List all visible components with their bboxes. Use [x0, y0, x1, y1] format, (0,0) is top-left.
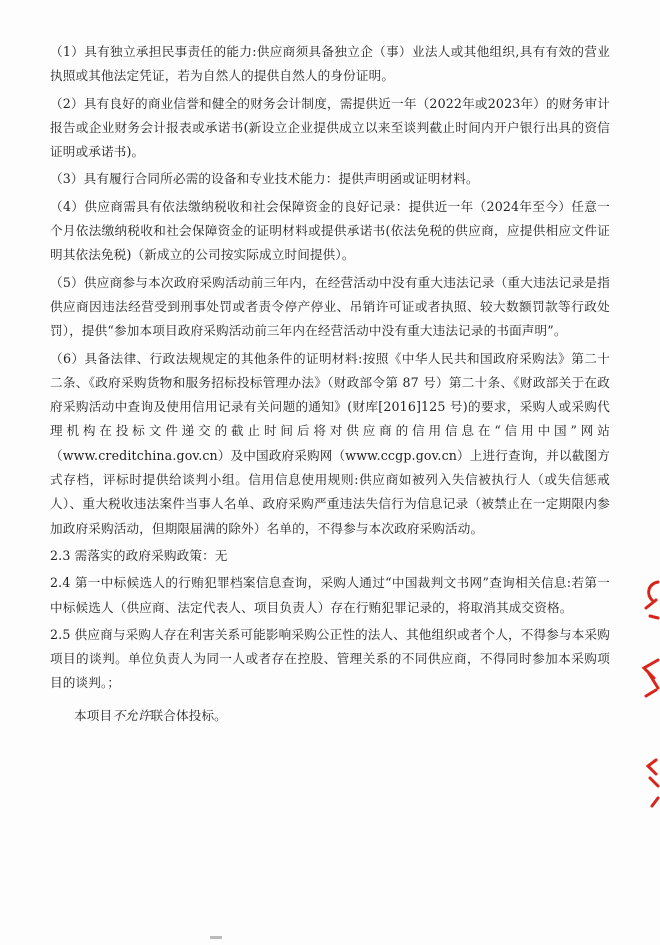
consortium-suffix: 联合体投标。: [150, 707, 227, 723]
section-2-3-paragraph: 2.3 需落实的政府采购政策：无: [50, 547, 228, 563]
consortium-emphasis: 不允许: [112, 707, 151, 723]
red-seal-edge: [638, 560, 660, 830]
scan-mark: [210, 936, 222, 939]
requirement-paragraph-1: （1）具有独立承担民事责任的能力:供应商须具备独立企（事）业法人或其他组织,具有有效的营业执照或其他法定凭证，若为自然人的提供自然人的身份证明。: [50, 44, 610, 84]
requirement-paragraph-5: （5）供应商参与本次政府采购活动前三年内，在经营活动中没有重大违法记录（重大违法记录是指供应商因违法经营受到刑事处罚或者责令停产停业、吊销许可证或者执照、较大数额罚款等行政处罚），提供“参加本项目政府采购活动前三年内在经营活动中没有重大违法记录的书面声明”。: [50, 274, 610, 339]
requirement-paragraph-6: （6）具备法律、行政法规规定的其他条件的证明材料:按照《中华人民共和国政府采购法》第二十二条、《政府采购货物和服务招标投标管理办法》（财政部令第 87 号）第二十条、《财政部关于在政府采购活动中查询及使用信用记录有关问题的通知》(财库[2016]125 号)的要求，采购人或采购代理机构在投标文件递交的截止时间后将对供应商的信用信息在“信用中国”网站（www.creditchina.gov.cn）及中国政府采购网（www.ccgp.gov.cn）上进行查询，并以截图方式存档，评标时提供给谈判小组。信用信息使用规则:供应商如被列入失信被执行人（或失信惩戒人）、重大税收违法案件当事人名单、政府采购严重违法失信行为信息记录（被禁止在一定期限内参加政府采购活动，但期限届满的除外）名单的，不得参与本次政府采购活动。: [50, 350, 610, 536]
document-body: [50, 40, 610, 731]
requirement-paragraph-4: （4）供应商需具有依法缴纳税收和社会保障资金的良好记录：提供近一年（2024年至今）任意一个月依法缴纳税收和社会保障资金的证明材料或提供承诺书(依法免税的供应商，应提供相应文件证明其依法免税)（新成立的公司按实际成立时间提供）。: [50, 198, 610, 263]
consortium-prefix: 本项目: [74, 707, 113, 723]
section-2-4-paragraph: 2.4 第一中标候选人的行贿犯罪档案信息查询，采购人通过“中国裁判文书网”查询相关信息:若第一中标候选人（供应商、法定代表人、项目负责人）存在行贿犯罪记录的，将取消其成交资格。: [50, 575, 610, 615]
consortium-statement: [50, 704, 610, 728]
seal-fragment-icon: [644, 582, 658, 806]
requirement-paragraph-2: （2）具有良好的商业信誉和健全的财务会计制度，需提供近一年（2022年或2023年）的财务审计报告或企业财务会计报表或承诺书(新设立企业提供成立以来至谈判截止时间内开户银行出具的资信证明或承诺书)。: [50, 95, 610, 160]
requirement-paragraph-3: （3）具有履行合同所必需的设备和专业技术能力：提供声明函或证明材料。: [50, 171, 479, 187]
section-2-5-paragraph: 2.5 供应商与采购人存在利害关系可能影响采购公正性的法人、其他组织或者个人，不得参与本采购项目的谈判。单位负责人为同一人或者存在控股、管理关系的不同供应商，不得同时参加本采购项目的谈判。；: [50, 626, 610, 691]
